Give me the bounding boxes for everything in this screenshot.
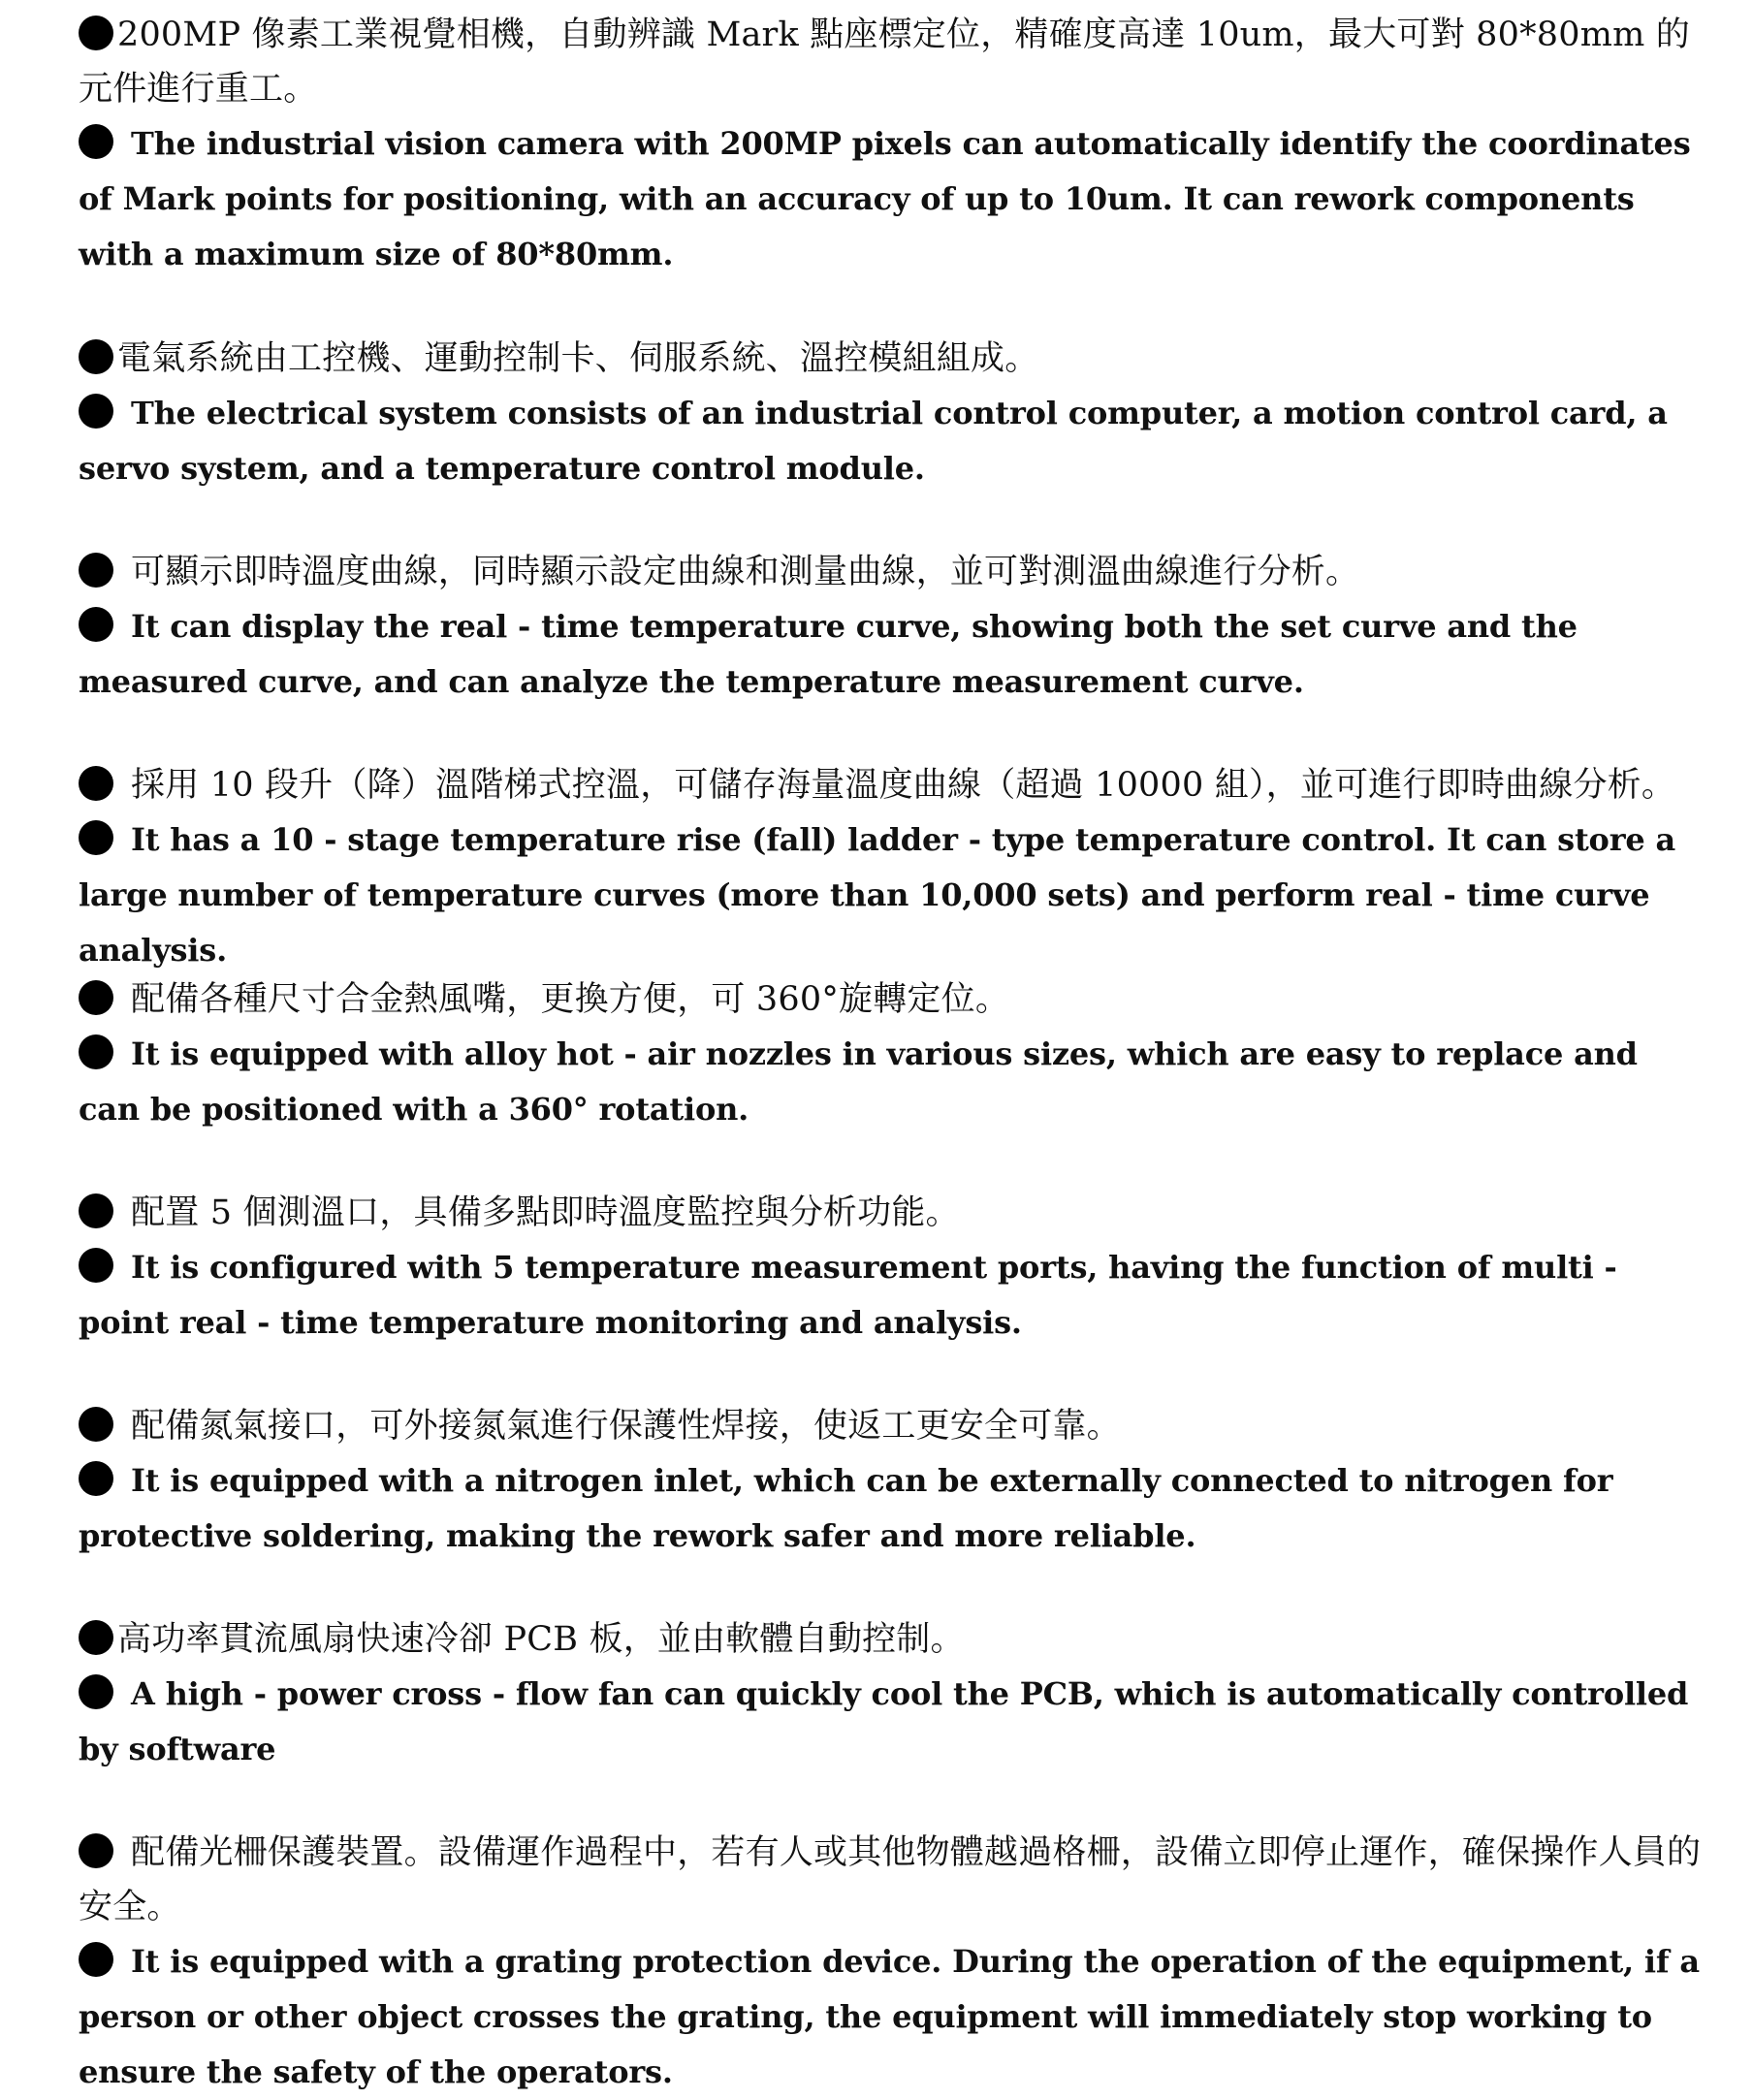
feature-grating-protection <box>79 1826 1707 2100</box>
bullet-icon <box>79 339 113 374</box>
feature-cooling-fan <box>79 1612 1707 1777</box>
feature-temperature-curve-en: It can display the real - time temperature curve, showing both the set curve and the measured curve, and can analyze the temperature measurement curve. <box>79 608 1578 700</box>
bullet-icon <box>79 394 113 429</box>
feature-nozzles <box>79 972 1707 1137</box>
feature-nitrogen-en: It is equipped with a nitrogen inlet, which can be externally connected to nitrogen for protective soldering, making the rework safer and more reliable. <box>79 1462 1613 1554</box>
feature-measurement-ports <box>79 1186 1707 1351</box>
feature-camera-en: The industrial vision camera with 200MP pixels can automatically identify the coordinates of Mark points for positioning, with an accuracy of up to 10um. It can rework components with a maximum size of 80*80mm. <box>79 125 1691 272</box>
bullet-icon <box>79 1942 113 1977</box>
bullet-icon <box>79 16 113 50</box>
feature-measurement-ports-en: It is configured with 5 temperature measurement ports, having the function of multi - point real - time temperature monitoring and analysis. <box>79 1249 1617 1341</box>
bullet-icon <box>79 1620 113 1655</box>
bullet-icon <box>79 1034 113 1069</box>
feature-grating-protection-zh: 配備光柵保護裝置。設備運作過程中，若有人或其他物體越過格柵，設備立即停止運作，確保操作人員的安全。 <box>79 1833 1702 1926</box>
bullet-icon <box>79 766 113 801</box>
feature-electrical-en: The electrical system consists of an industrial control computer, a motion control card, a servo system, and a temperature control module. <box>79 395 1668 487</box>
feature-measurement-ports-zh: 配置 5 個測溫口，具備多點即時溫度監控與分析功能。 <box>79 1186 1707 1240</box>
feature-ladder-control-zh: 採用 10 段升（降）溫階梯式控溫，可儲存海量溫度曲線（超過 10000 組），並可進行即時曲線分析。 <box>79 758 1707 812</box>
feature-cooling-fan-zh: 高功率貫流風扇快速冷卻 PCB 板，並由軟體自動控制。 <box>79 1612 1707 1667</box>
feature-nitrogen <box>79 1399 1707 1564</box>
feature-nozzles-zh: 配備各種尺寸合金熱風嘴，更換方便，可 360°旋轉定位。 <box>79 972 1707 1027</box>
feature-nitrogen-zh: 配備氮氣接口，可外接氮氣進行保護性焊接，使返工更安全可靠。 <box>79 1399 1707 1453</box>
bullet-icon <box>79 980 113 1015</box>
feature-camera <box>79 8 1707 282</box>
bullet-icon <box>79 1674 113 1709</box>
feature-grating-protection-en: It is equipped with a grating protection device. During the operation of the equipment, if a person or other object crosses the grating, the equipment will immediately stop working to ensure the safety of the operators. <box>79 1943 1700 2090</box>
feature-temperature-curve-zh: 可顯示即時溫度曲線，同時顯示設定曲線和測量曲線，並可對測溫曲線進行分析。 <box>79 545 1707 599</box>
bullet-icon <box>79 553 113 588</box>
bullet-icon <box>79 820 113 855</box>
feature-nozzles-en: It is equipped with alloy hot - air nozzles in various sizes, which are easy to replace and can be positioned with a 360° rotation. <box>79 1035 1638 1128</box>
bullet-icon <box>79 607 113 642</box>
feature-electrical-zh: 電氣系統由工控機、運動控制卡、伺服系統、溫控模組組成。 <box>79 332 1707 386</box>
bullet-icon <box>79 1461 113 1496</box>
feature-ladder-control <box>79 758 1707 978</box>
feature-electrical <box>79 332 1707 496</box>
feature-cooling-fan-en: A high - power cross - flow fan can quickly cool the PCB, which is automatically controlled by software <box>79 1675 1689 1767</box>
bullet-icon <box>79 1833 113 1868</box>
feature-camera-zh: 200MP 像素工業視覺相機，自動辨識 Mark 點座標定位，精確度高達 10um，最大可對 80*80mm 的元件進行重工。 <box>79 16 1691 109</box>
bullet-icon <box>79 124 113 159</box>
bullet-icon <box>79 1193 113 1228</box>
bullet-icon <box>79 1248 113 1283</box>
feature-temperature-curve <box>79 545 1707 710</box>
bullet-icon <box>79 1407 113 1442</box>
feature-ladder-control-en: It has a 10 - stage temperature rise (fall) ladder - type temperature control. It can store a large number of temperature curves (more than 10,000 sets) and perform real - time curve analysis. <box>79 821 1675 969</box>
